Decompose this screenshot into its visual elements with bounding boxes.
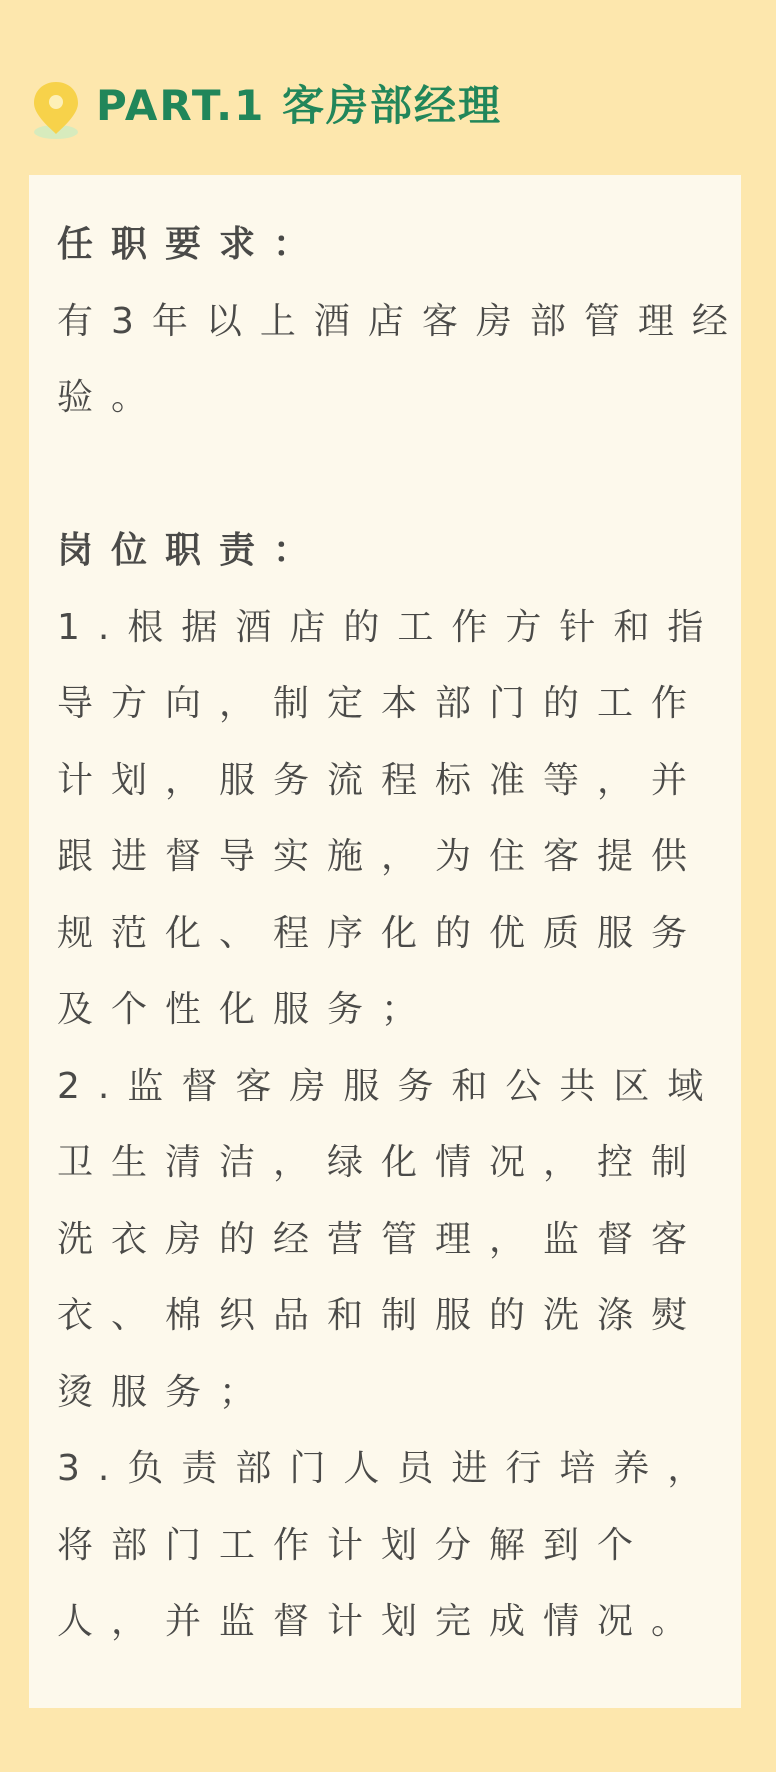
duties-line: 计划，服务流程标准等，并 bbox=[57, 759, 706, 801]
duties-line: 跟进督导实施，为住客提供 bbox=[57, 836, 706, 877]
section-header bbox=[0, 0, 776, 175]
duties-label: 岗位职责： bbox=[57, 530, 328, 571]
duties-line: 衣、棉织品和制服的洗涤熨 bbox=[57, 1295, 706, 1336]
requirements-label: 任职要求： bbox=[57, 224, 328, 265]
duties-line: 及个性化服务； bbox=[57, 989, 436, 1030]
blank-line bbox=[57, 437, 737, 514]
duties-line: 烫服务； bbox=[57, 1371, 274, 1413]
duties-line: 人，并监督计划完成情况。 bbox=[57, 1601, 706, 1642]
duties-line: 2.监督客房服务和公共区域 bbox=[57, 1065, 722, 1107]
content-card bbox=[29, 175, 746, 1708]
duties-line: 规范化、程序化的优质服务 bbox=[57, 912, 706, 954]
duties-line: 洗衣房的经营管理，监督客 bbox=[57, 1218, 706, 1260]
location-pin-icon bbox=[28, 78, 84, 142]
duties-line: 卫生清洁，绿化情况，控制 bbox=[57, 1142, 706, 1183]
card-text bbox=[57, 207, 746, 1661]
requirements-line: 有3年以上酒店客房部管理经 bbox=[57, 300, 746, 342]
duties-line: 导方向，制定本部门的工作 bbox=[57, 683, 706, 724]
duties-line: 将部门工作计划分解到个 bbox=[57, 1524, 652, 1566]
duties-line: 1.根据酒店的工作方针和指 bbox=[57, 606, 722, 648]
section-title: PART.1 客房部经理 bbox=[96, 81, 502, 130]
requirements-line: 验。 bbox=[57, 377, 166, 418]
duties-line: 3.负责部门人员进行培养， bbox=[57, 1448, 722, 1489]
